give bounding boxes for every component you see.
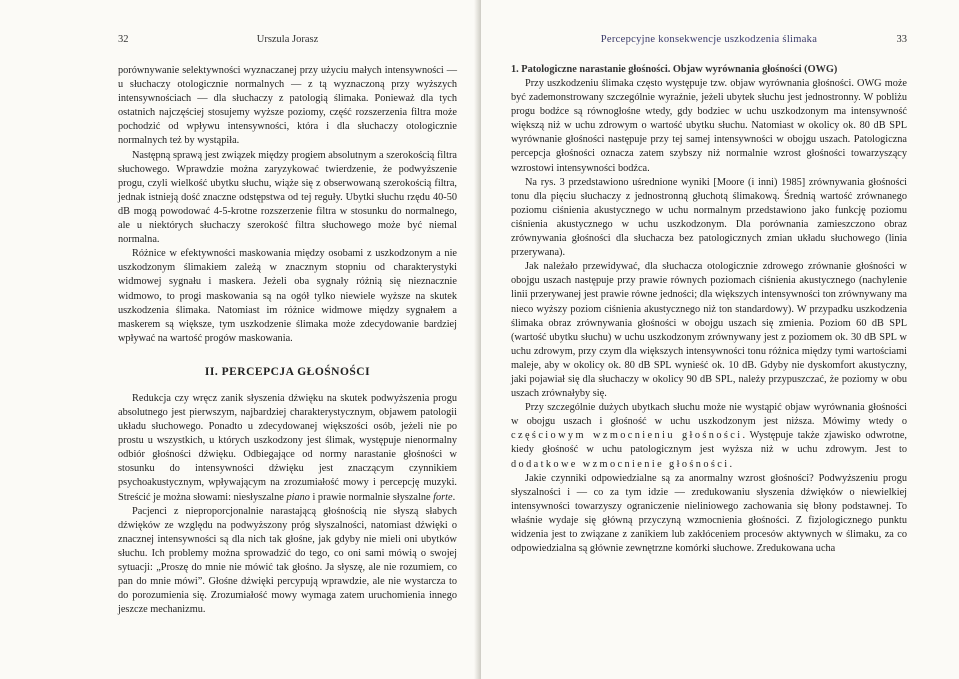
text-run: Przy szczególnie dużych ubytkach słuchu może nie wystąpić objaw wyrównania głośności w obojgu uszach i głośność w uchu uszkodzonym jest niższa. Mówimy wtedy o <box>511 402 907 428</box>
subsection-heading: 1. Patologiczne narastanie głośności. Objaw wyrównania głośności (OWG) <box>511 64 838 75</box>
page-number: 32 <box>118 34 129 45</box>
paragraph: Następną sprawą jest związek między progiem absolutnym a szerokością filtra słuchowego. Wprawdzie można zaryzykować twierdzenie, że podwyższenie progu, czyli wielkość ubytku słuchu, wiąże się z obserwowaną szerokością filtra, jednak istnieją dość znaczne odstępstwa od tej reguły. Ubytki słuchu rzędu 40-50 dB mogą powodować 4-5-krotne rozszerzenie filtra w stosunku do normalnego, ale u niektórych słuchaczy szerokość filtra słuchowego może być niemal normalna. <box>118 149 457 246</box>
term-piano: piano <box>286 491 310 503</box>
author-running-head: Urszula Jorasz <box>256 34 319 45</box>
paragraph: Jak należało przewidywać, dla słuchacza otologicznie zdrowego zrównanie głośności w obojgu uszach następuje przy prawie równych poziomach ciśnienia akustycznego (nachylenie linii przerywanej jest prawie równe jedności; dla większych intensywności ton zrównywany ma nieco wyższy poziom ciśnienia akustycznego niż ton standardowy). W przypadku uszkodzenia ślimaka obraz zrównywania głośności w obojgu uszach się zmienia. Poziom 60 dB SPL (wartość ubytku słuchu) w uchu uszkodzonym zrównywany jest z poziomem ok. 30 dB SPL w uchu zdrowym, przy czym dla większych intensywności tonu różnica między tymi wartościami maleje, aby w okolicy ok. 80 dB SPL wynieść ok. 10 dB. Gdyby nie dyskomfort akustyczny, jaki pojawiał się dla słuchaczy w okolicy 90 dB SPL, należy przypuszczać, że poziomy w obu uszach zrównałyby się. <box>511 261 907 400</box>
paragraph: Różnice w efektywności maskowania między osobami z uszkodzonym a nie uszkodzonym ślimakiem zależą w znacznym stopniu od charakterystyki widmowej sygnału i maskera. Jeżeli oba sygnały różnią się nieznacznie widmowo, to progi maskowania są na ogół tylko niewiele wyższe na skutek uszkodzenia ślimaka. Natomiast im różnice widmowe między sygnałem a maskerem są większe, tym uszkodzenie ślimaka może zdecydowanie bardziej wpływać na wartość progów maskowania. <box>118 248 457 344</box>
right-page <box>481 0 959 679</box>
section-heading: II. PERCEPCJA GŁOŚNOŚCI <box>204 365 371 378</box>
paragraph: Pacjenci z nieproporcjonalnie narastającą głośnością nie słyszą słabych dźwięków ze względu na podwyższony próg słyszalności, natomiast dźwięki o znacznej intensywności są dla nich tak głośne, jak gdyby nie mieli oni ubytków słuchu. Ich problemy można sprowadzić do tego, co oni sami mówią o swojej sytuacji: „Proszę do mnie nie mówić tak głośno. Ja słyszę, ale nie rozumiem, co pan do mnie mówi”. Głośne dźwięki percypują wprawdzie, ale nie wystarcza to do porozumienia się. Zrozumiałość mowy wymaga zatem uruchomienia innego jeszcze mechanizmu. <box>118 505 457 616</box>
paragraph: porównywanie selektywności wyznaczanej przy użyciu małych intensywności — u słuchaczy otologicznie normalnych — z tą wyznaczoną przy wyższych intensywnościach — dla słuchaczy z patologią ślimaka. Ponieważ dla tych ostatnich najczęściej stosujemy wyższe poziomy, część rozszerzenia filtra może pochodzić od wpływu intensywności, która i dla słuchaczy otologicznie normalnych też by wystąpiła. <box>118 65 457 147</box>
text-run: . <box>729 458 733 470</box>
paragraph: Przy uszkodzeniu ślimaka często występuje tzw. objaw wyrównania głośności. OWG może być zademonstrowany szczególnie wyraźnie, jeżeli ubytek słuchu jest jednostronny. W pobliżu progu bodźce są równogłośne wtedy, gdy bodziec w uchu uszkodzonym ma intensywność większą niż w uchu zdrowym o wartość ubytku słuchu. Natomiast w okolicy ok. 80 dB SPL wyrównanie głośności następuje przy tej samej intensywności w obojgu uszach. Patologiczna percepcja głośności oznacza zatem szybszy niż normalnie wzrost głośności towarzyszący wzrostowi intensywności bodźca. <box>511 78 907 174</box>
right-running-head <box>511 34 907 52</box>
paragraph <box>118 392 457 505</box>
text-run: . <box>452 491 456 503</box>
term-forte: forte <box>433 491 453 503</box>
chapter-running-head: Percepcyjne konsekwencje uszkodzenia ślimaka <box>600 34 818 45</box>
text-run: i prawie normalnie słyszalne <box>312 491 431 503</box>
page-number: 33 <box>896 34 907 45</box>
left-running-head <box>118 34 457 52</box>
paragraph <box>511 401 907 471</box>
left-page <box>0 0 479 679</box>
spaced-term: częściowym wzmocnieniu głośności <box>511 430 743 442</box>
paragraph: Jakie czynniki odpowiedzialne są za anormalny wzrost głośności? Podwyższeniu progu słyszalności i — co za tym idzie — zredukowaniu słyszenia dźwięków o niewielkiej intensywności towarzyszy ograniczenie nieliniowego zachowania się błony podstawnej. To właśnie wydaje się główną przyczyną wzmocnienia głośności. Z fizjologicznego punktu widzenia jest to związane z zanikiem lub zakłóceniem procesów aktywnych w ślimaku, za co odpowiedzialna są głównie zewnętrzne komórki słuchowe. Zredukowana ucha <box>511 472 907 555</box>
text-run: . Występuje także zjawisko odwrotne, kiedy głośność w uchu patologicznym jest wyższa niż w uchu zdrowym. Jest to <box>511 430 907 456</box>
text-run: Redukcja czy wręcz zanik słyszenia dźwięku na skutek podwyższenia progu absolutnego jest pierwszym, najbardziej charakterystycznym, objawem patologii układu słuchowego. Ponadto u zdecydowanej większości osób, jeżeli nie po prostu u wszystkich, u których uszkodzony jest ślimak, występuje nienormalny odbiór głośności dźwięku. Odbiegające od normy narastanie głośności w stosunku do intensywności dźwięku jest znaczącym czynnikiem psychoakustycznym, wpływającym na zrozumiałość mowy i percepcję muzyki. Streścić je można słowami: niesłyszalne <box>118 392 457 503</box>
spaced-term: dodatkowe wzmocnienie głośności <box>511 458 730 470</box>
paragraph: Na rys. 3 przedstawiono uśrednione wyniki [Moore (i inni) 1985] zrównywania głośności tonu dla pięciu słuchaczy z jednostronną głuchotą ślimakową. Średnią wartość zrównanego poziomu ciśnienia akustycznego w uchu normalnym przedstawiono jako funkcję poziomu ciśnienia akustycznego w uchu uszkodzonym. Dla porównania zamieszczono obraz zrównywania głośności dla słuchacza bez patologicznych zmian układu słuchowego (linia przerywana). <box>511 176 907 259</box>
